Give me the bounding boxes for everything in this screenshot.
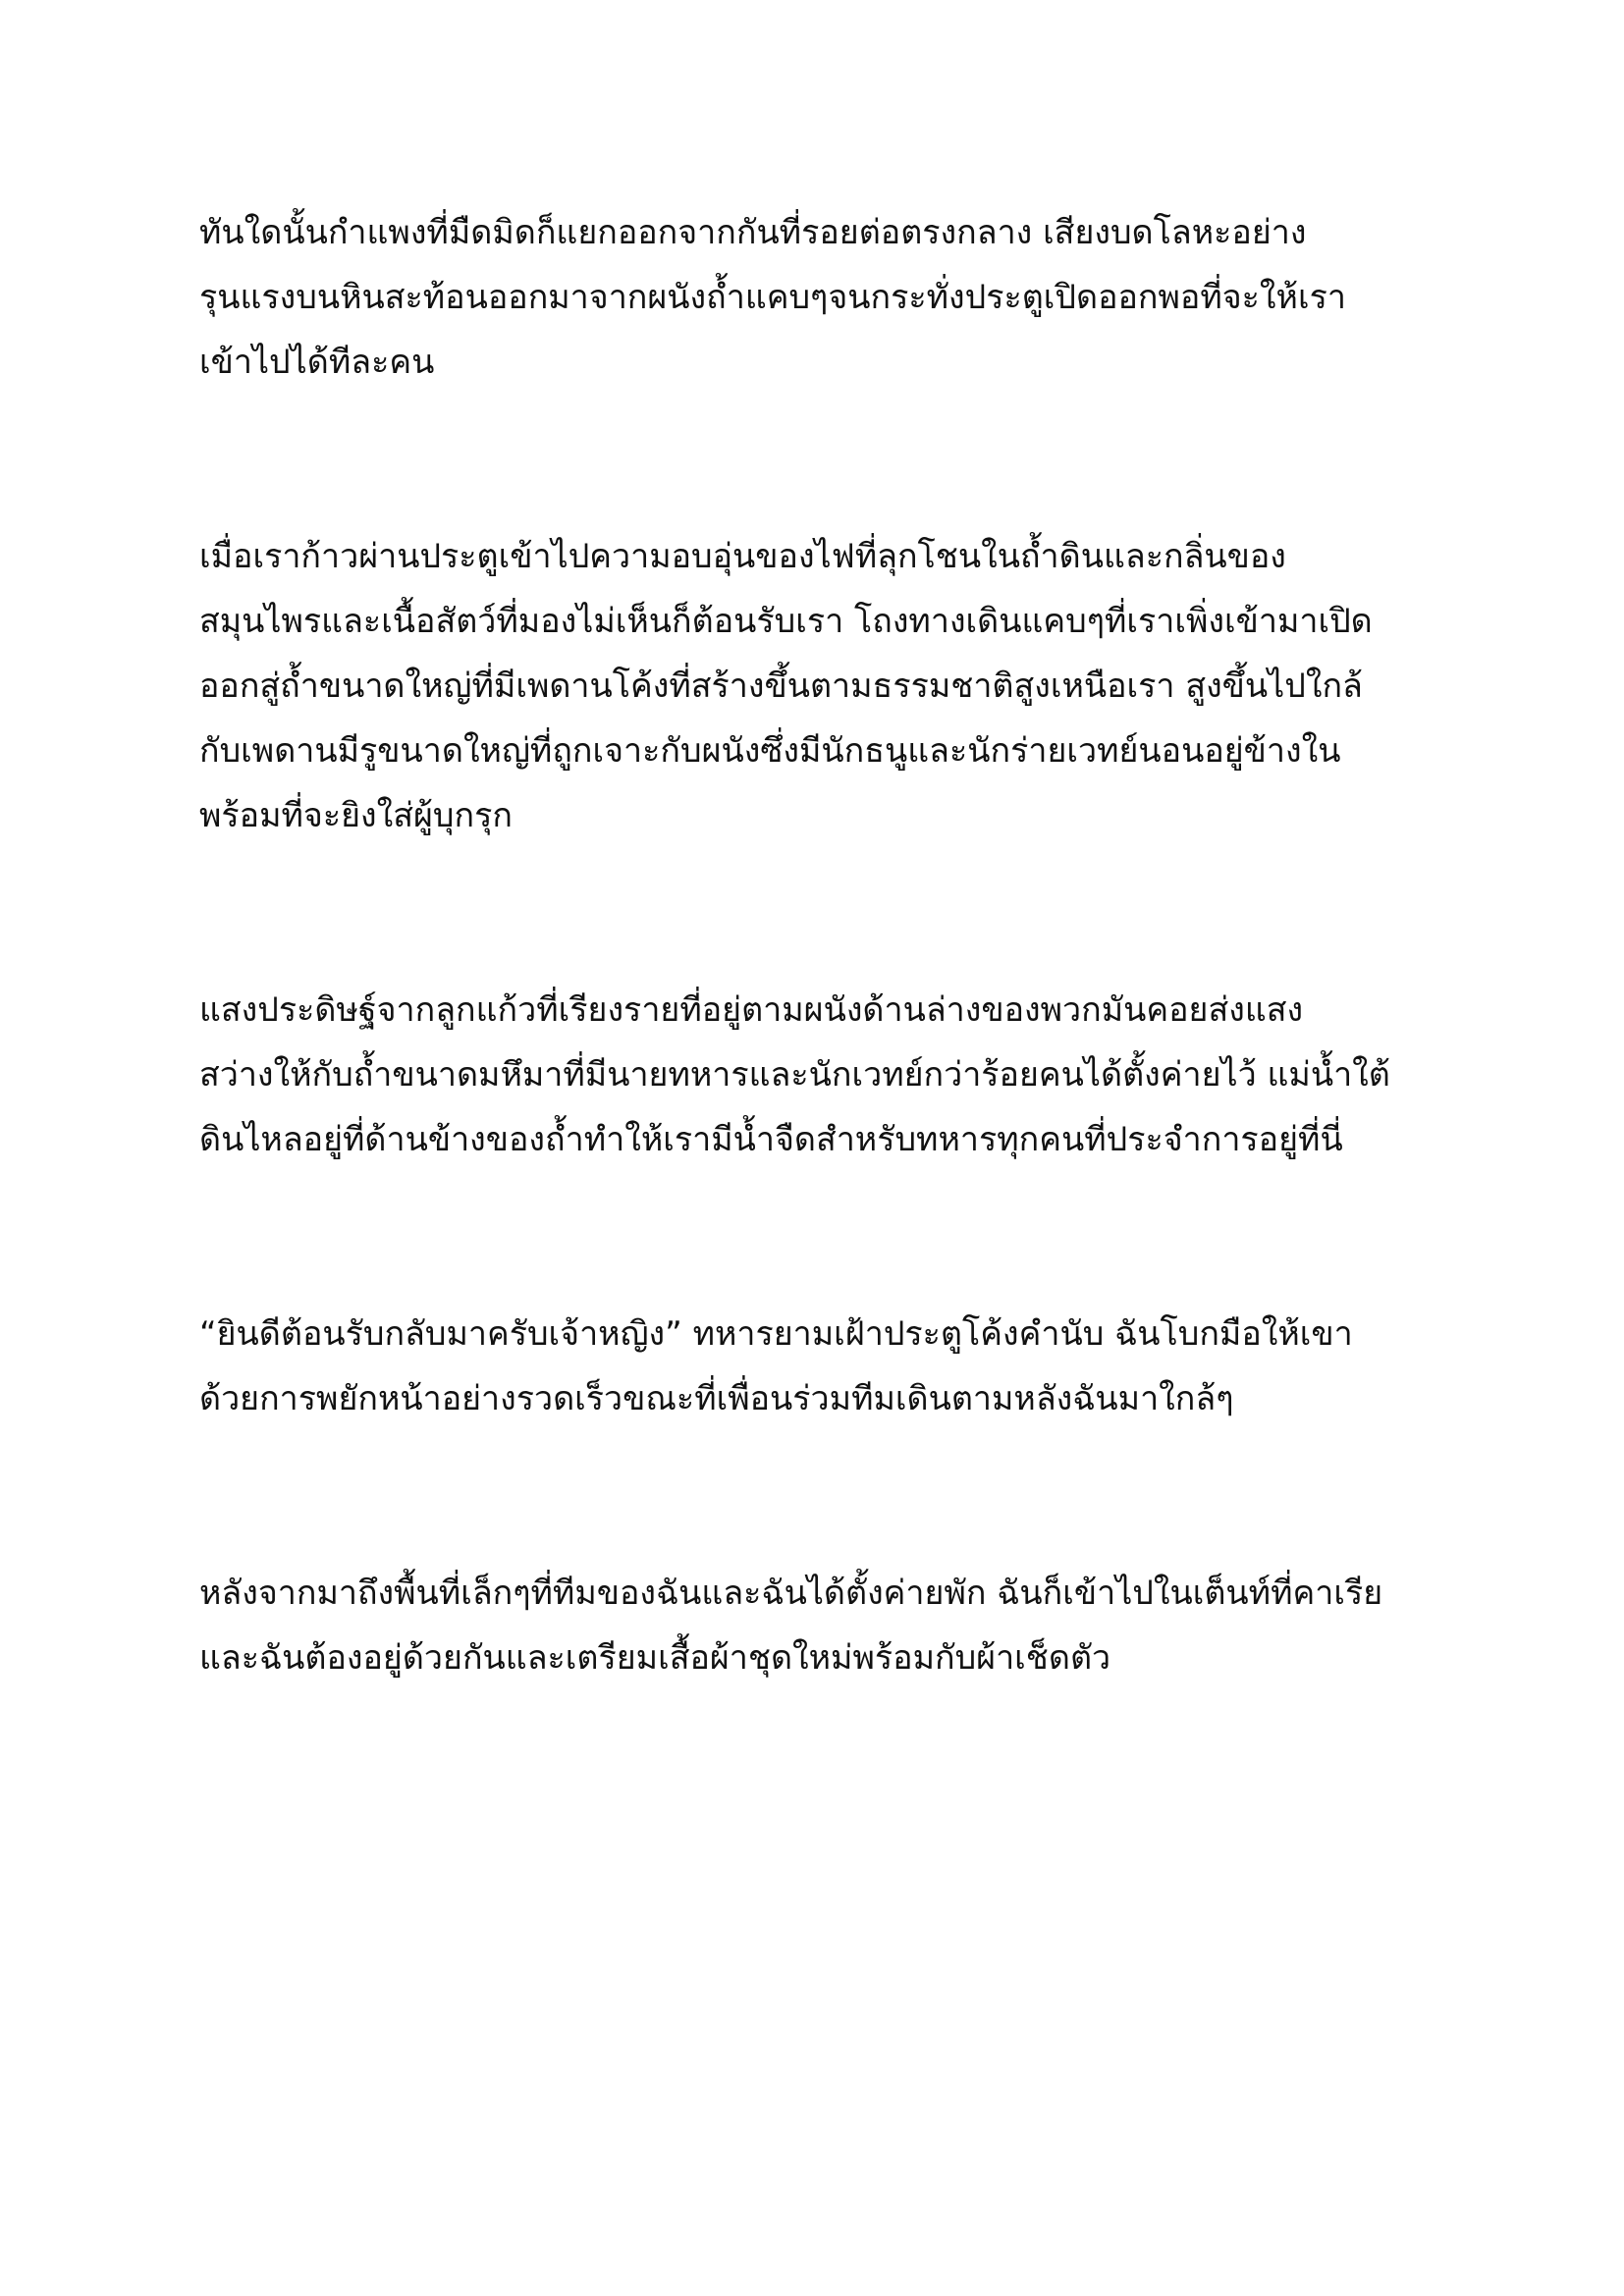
- paragraph-line: และฉันต้องอยู่ด้วยกันและเตรียมเสื้อผ้าชุดใหม่พร้อมกับผ้าเช็ดตัว: [199, 1638, 1111, 1678]
- paragraph-line: พร้อมที่จะยิงใส่ผู้บุกรุก: [199, 796, 513, 835]
- paragraph-line: ออกสู่ถ้ำขนาดใหญ่ที่มีเพดานโค้งที่สร้างขึ้นตามธรรมชาติสูงเหนือเรา สูงขึ้นไปใกล้: [199, 667, 1363, 706]
- paragraph-1: [199, 200, 1466, 395]
- paragraph-line: แสงประดิษฐ์จากลูกแก้วที่เรียงรายที่อยู่ตามผนังด้านล่างของพวกมันคอยส่งแสง: [199, 990, 1304, 1030]
- paragraph-line: ด้วยการพยักหน้าอย่างรวดเร็วขณะที่เพื่อนร่วมทีมเดินตามหลังฉันมาใกล้ๆ: [199, 1379, 1234, 1418]
- paragraph-2: [199, 524, 1466, 848]
- paragraph-line: กับเพดานมีรูขนาดใหญ่ที่ถูกเจาะกับผนังซึ่งมีนักธนูและนักร่ายเวทย์นอนอยู่ข้างใน: [199, 731, 1341, 771]
- paragraph-line: ทันใดนั้นกำแพงที่มืดมิดก็แยกออกจากกันที่รอยต่อตรงกลาง เสียงบดโลหะอย่าง: [199, 213, 1307, 252]
- paragraph-line: เมื่อเราก้าวผ่านประตูเข้าไปความอบอุ่นของไฟที่ลุกโชนในถ้ำดินและกลิ่นของ: [199, 537, 1286, 576]
- paragraph-line: สมุนไพรและเนื้อสัตว์ที่มองไม่เห็นก็ต้อนรับเรา โถงทางเดินแคบๆที่เราเพิ่งเข้ามาเปิด: [199, 602, 1373, 641]
- paragraph-3: [199, 978, 1466, 1172]
- paragraph-line: รุนแรงบนหินสะท้อนออกมาจากผนังถ้ำแคบๆจนกระทั่งประตูเปิดออกพอที่จะให้เรา: [199, 278, 1346, 317]
- paragraph-line: เข้าไปได้ทีละคน: [199, 343, 435, 382]
- paragraph-line: ดินไหลอยู่ที่ด้านข้างของถ้ำทำให้เรามีน้ำจืดสำหรับทหารทุกคนที่ประจำการอยู่ที่นี่: [199, 1120, 1343, 1159]
- paragraph-5: [199, 1561, 1466, 1690]
- document-body: [199, 200, 1466, 1690]
- paragraph-4: [199, 1302, 1466, 1431]
- paragraph-line: สว่างให้กับถ้ำขนาดมหึมาที่มีนายทหารและนักเวทย์กว่าร้อยคนได้ตั้งค่ายไว้ แม่น้ำใต้: [199, 1055, 1390, 1095]
- paragraph-line: “ยินดีต้อนรับกลับมาครับเจ้าหญิง” ทหารยามเฝ้าประตูโค้งคำนับ ฉันโบกมือให้เขา: [199, 1314, 1353, 1354]
- paragraph-line: หลังจากมาถึงพื้นที่เล็กๆที่ทีมของฉันและฉันได้ตั้งค่ายพัก ฉันก็เข้าไปในเต็นท์ที่คาเรีย: [199, 1574, 1383, 1613]
